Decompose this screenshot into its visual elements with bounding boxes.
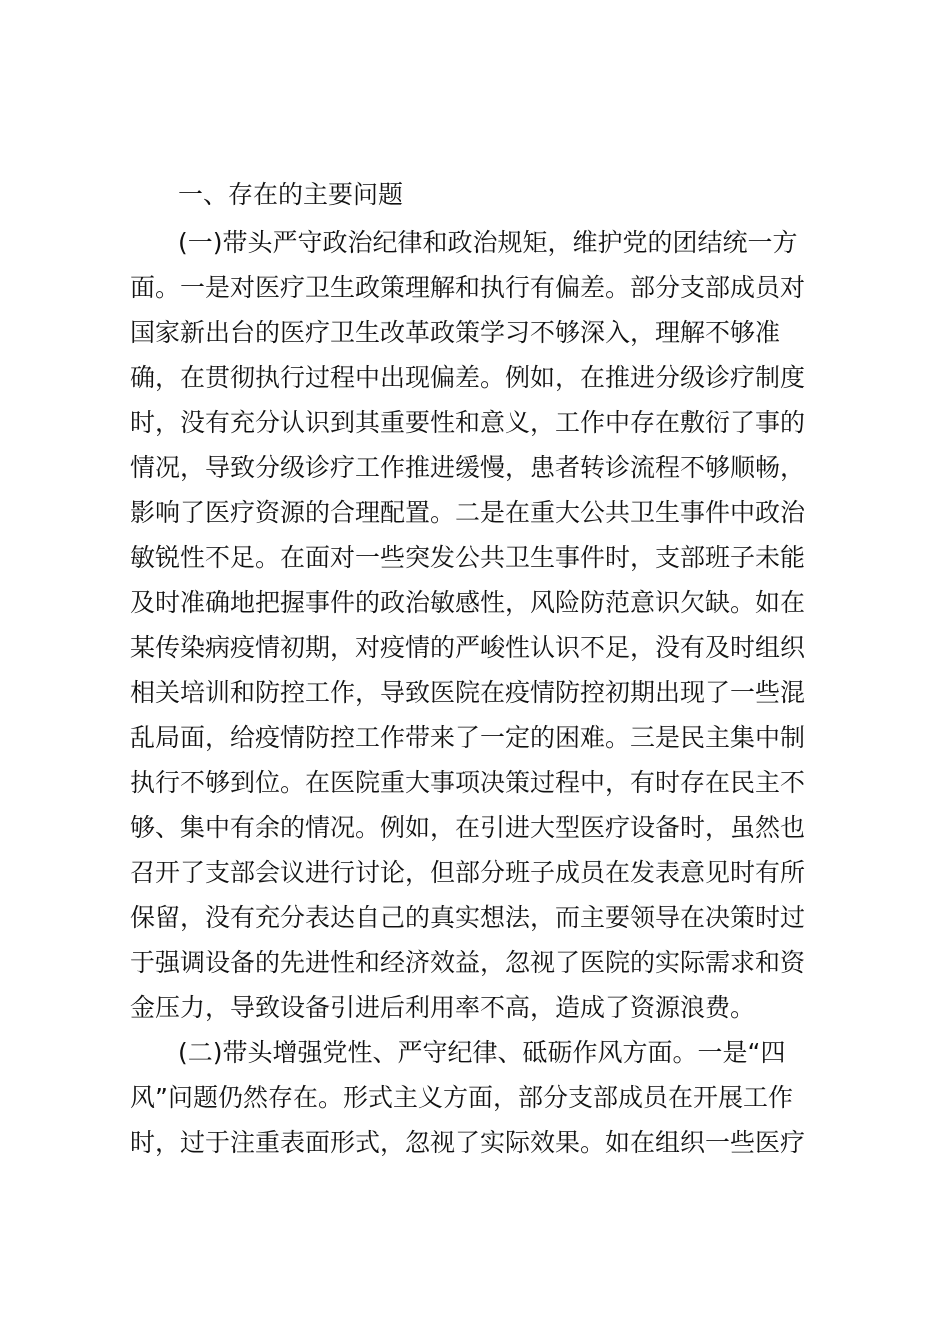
text-line: 确，在贯彻执行过程中出现偏差。例如，在推进分级诊疗制度 [130,363,806,392]
text-line: 执行不够到位。在医院重大事项决策过程中，有时存在民主不 [130,768,806,797]
text-line: 风”问题仍然存在。形式主义方面，部分支部成员在开展工作 [130,1083,793,1112]
text-line: 国家新出台的医疗卫生改革政策学习不够深入，理解不够准 [130,318,781,347]
text-line: 及时准确地把握事件的政治敏感性，风险防范意识欠缺。如在 [130,588,806,617]
text-line: 相关培训和防控工作，导致医院在疫情防控初期出现了一些混 [130,678,806,707]
text-line: 时，没有充分认识到其重要性和意义，工作中存在敷衍了事的 [130,408,806,437]
text-line: 召开了支部会议进行讨论，但部分班子成员在发表意见时有所 [130,858,806,887]
text-line: (二)带头增强党性、严守纪律、砥砺作风方面。一是“四 [178,1038,786,1067]
text-line: (一)带头严守政治纪律和政治规矩，维护党的团结统一方 [178,228,798,257]
text-line: 时，过于注重表面形式，忽视了实际效果。如在组织一些医疗 [130,1128,806,1157]
text-line: 保留，没有充分表达自己的真实想法，而主要领导在决策时过 [130,903,806,932]
text-line: 敏锐性不足。在面对一些突发公共卫生事件时，支部班子未能 [130,543,806,572]
section-heading: 一、存在的主要问题 [178,180,404,209]
text-line: 某传染病疫情初期，对疫情的严峻性认识不足，没有及时组织 [130,633,806,662]
text-line: 于强调设备的先进性和经济效益，忽视了医院的实际需求和资 [130,948,806,977]
text-line: 金压力，导致设备引进后利用率不高，造成了资源浪费。 [130,993,756,1022]
text-line: 情况，导致分级诊疗工作推进缓慢，患者转诊流程不够顺畅， [130,453,806,482]
text-line: 影响了医疗资源的合理配置。二是在重大公共卫生事件中政治 [130,498,806,527]
text-line: 面。一是对医疗卫生政策理解和执行有偏差。部分支部成员对 [130,273,806,302]
text-line: 够、集中有余的情况。例如，在引进大型医疗设备时，虽然也 [130,813,806,842]
text-line: 乱局面，给疫情防控工作带来了一定的困难。三是民主集中制 [130,723,806,752]
